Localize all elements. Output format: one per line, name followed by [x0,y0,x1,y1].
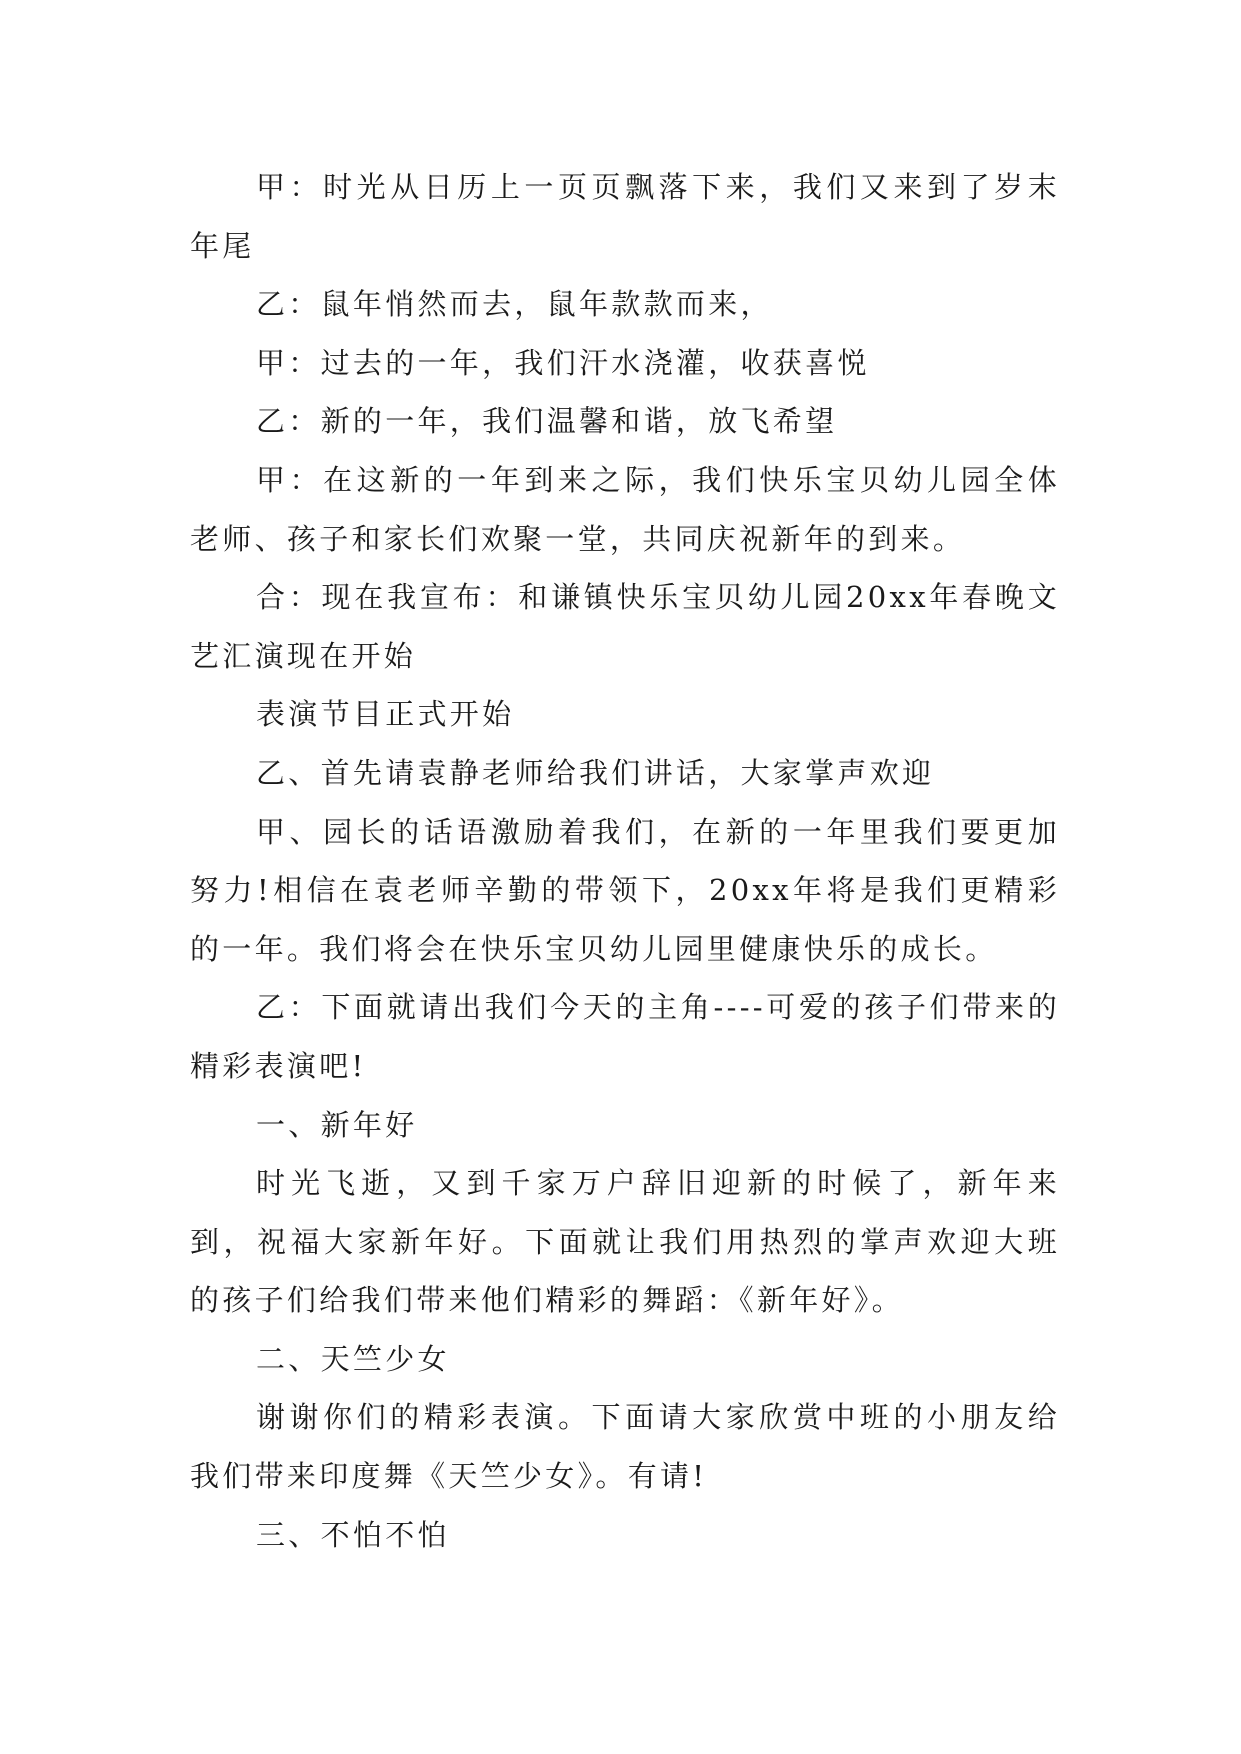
paragraph-announcement: 合：现在我宣布：和谦镇快乐宝贝幼儿园20xx年春晚文艺汇演现在开始 [190,580,1060,673]
paragraph-program-start: 表演节目正式开始 [256,697,515,732]
paragraph-section-1-intro: 时光飞逝，又到千家万户辞旧迎新的时候了，新年来到，祝福大家新年好。下面就让我们用热烈的掌声欢迎大班的孩子们给我们带来他们精彩的舞蹈：《新年好》。 [190,1166,1060,1318]
section-heading-2: 二、天竺少女 [256,1341,450,1376]
paragraph-children-show: 乙：下面就请出我们今天的主角----可爱的孩子们带来的精彩表演吧! [190,990,1060,1083]
section-heading-1: 一、新年好 [256,1107,418,1142]
paragraph-gathering: 甲：在这新的一年到来之际，我们快乐宝贝幼儿园全体老师、孩子和家长们欢聚一堂，共同庆祝新年的到来。 [190,462,1060,556]
paragraph-past-year: 甲：过去的一年，我们汗水浇灌，收获喜悦 [256,345,870,380]
paragraph-principal-words: 甲、园长的话语激励着我们，在新的一年里我们要更加努力!相信在袁老师辛勤的带领下，20xx年将是我们更精彩的一年。我们将会在快乐宝贝幼儿园里健康快乐的成长。 [190,814,1060,966]
paragraph-rat-year: 乙：鼠年悄然而去，鼠年款款而来， [256,287,773,322]
paragraph-teacher-speech: 乙、首先请袁静老师给我们讲话，大家掌声欢迎 [256,755,935,790]
paragraph-section-2-intro: 谢谢你们的精彩表演。下面请大家欣赏中班的小朋友给我们带来印度舞《天竺少女》。有请! [190,1400,1060,1494]
paragraph-opening-line: 甲：时光从日历上一页页飘落下来，我们又来到了岁末年尾 [190,170,1060,263]
paragraph-new-year: 乙：新的一年，我们温馨和谐，放飞希望 [256,404,838,439]
document-page [190,158,1060,1564]
section-heading-3: 三、不怕不怕 [256,1517,450,1552]
